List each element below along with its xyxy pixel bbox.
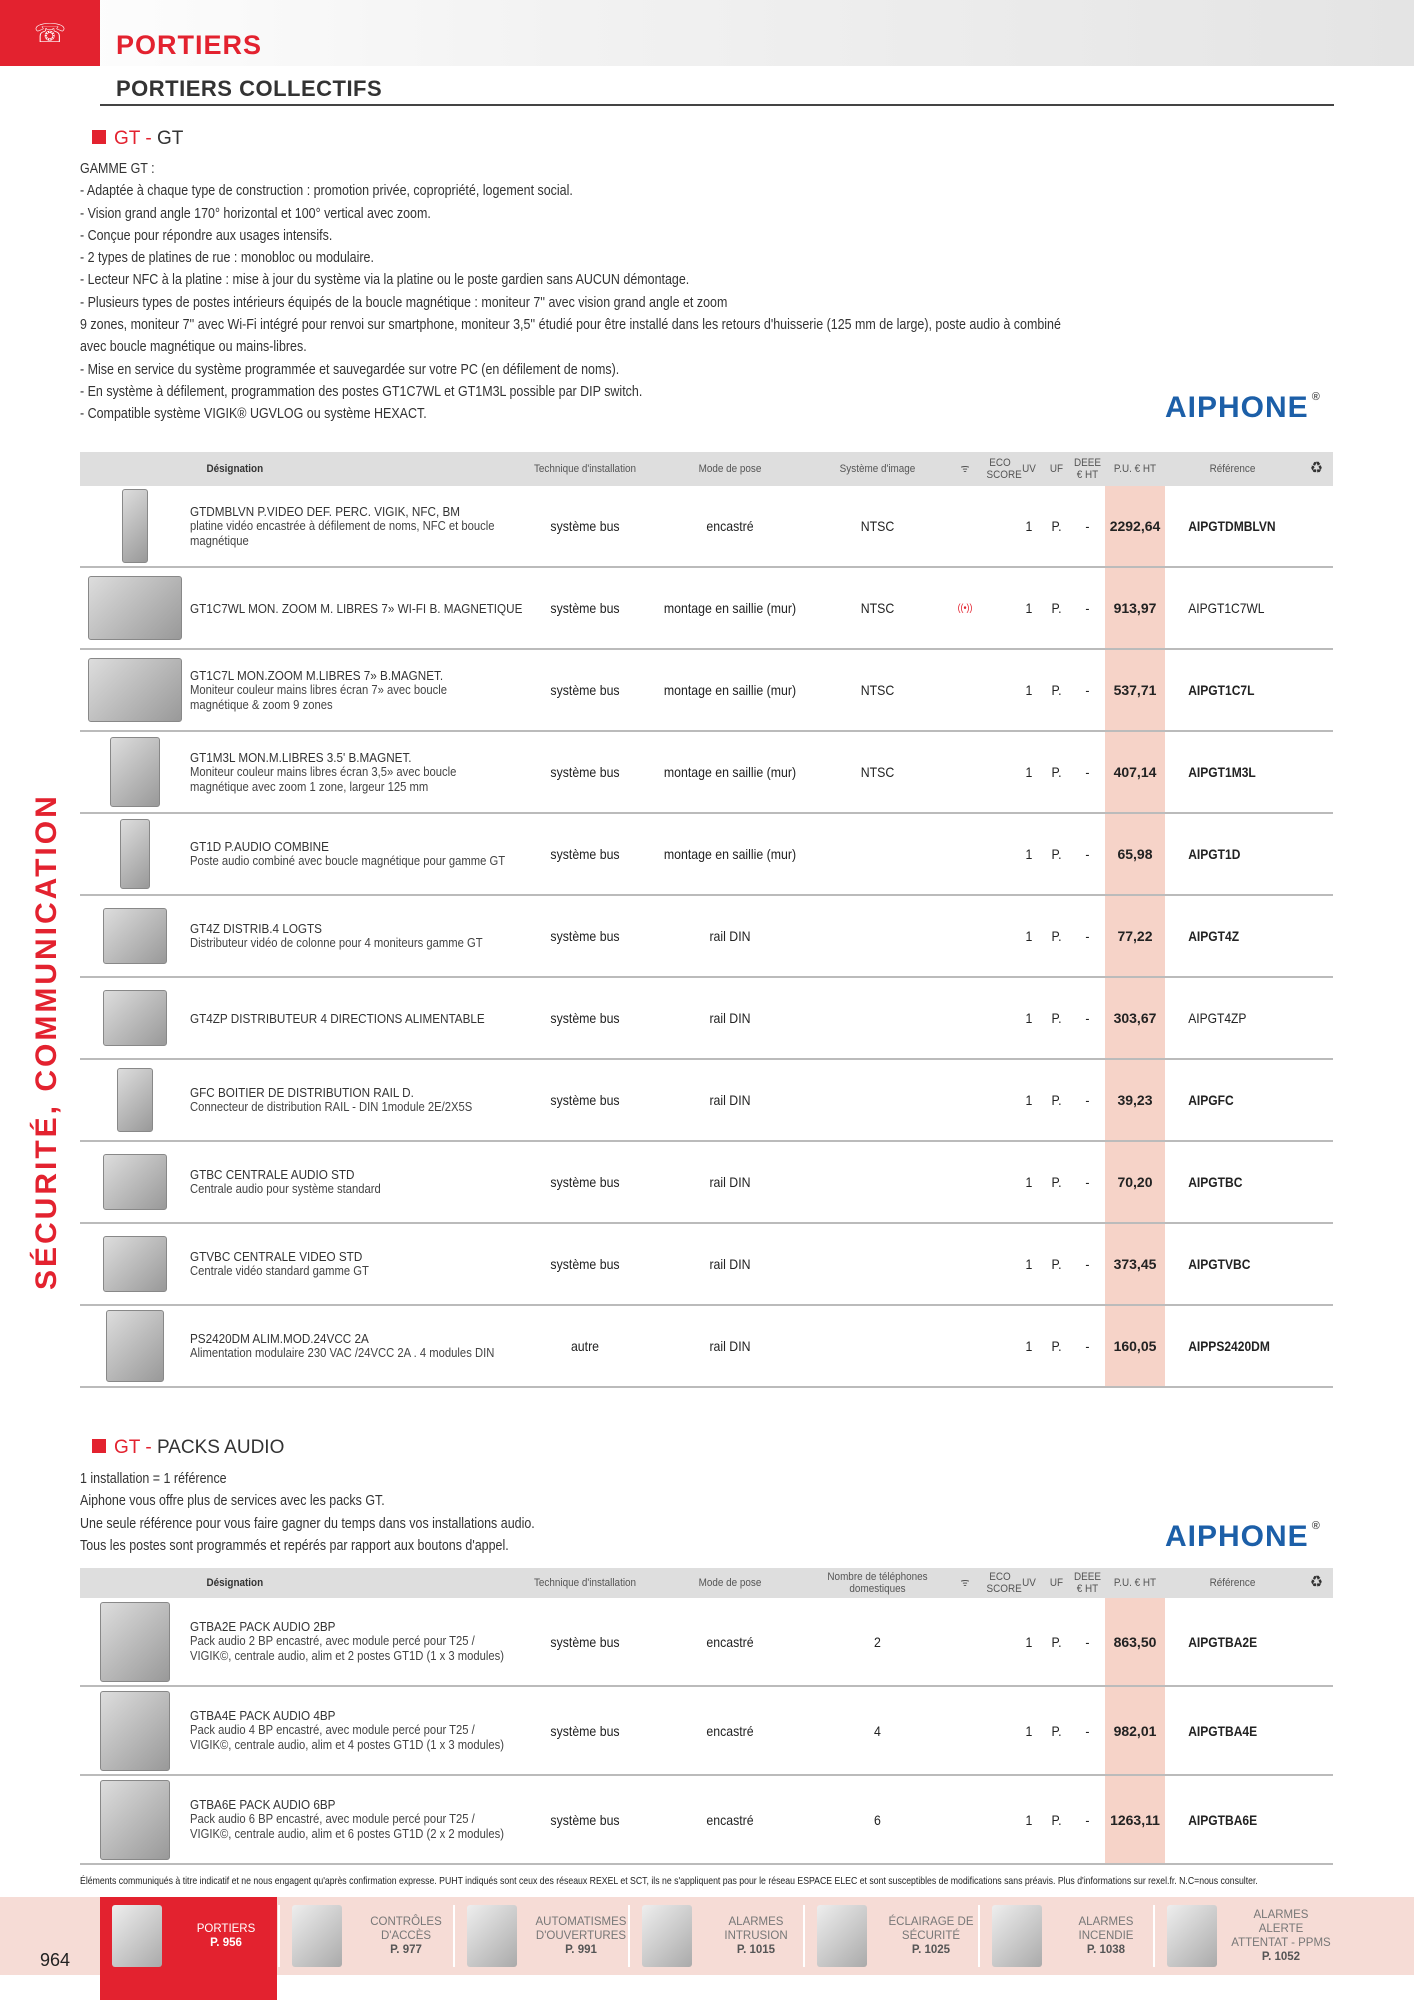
table-row [80, 896, 1333, 978]
uv-value: 1 [1025, 846, 1033, 862]
table-header [80, 1568, 1333, 1598]
section-heading-gt [92, 128, 183, 150]
deee-value: - [1085, 1722, 1090, 1739]
product-designation [190, 921, 487, 951]
product-name: GTBA4E PACK AUDIO 4BP [190, 1708, 336, 1723]
category-page: P. 1052 [1261, 1951, 1301, 1963]
uf-value: P. [1051, 1010, 1062, 1026]
category-page: P. 977 [390, 1944, 422, 1956]
product-name: GT1C7L MON.ZOOM M.LIBRES 7» B.MAGNET. [190, 667, 444, 683]
reference-code[interactable]: AIPGTDMBLVN [1188, 518, 1276, 534]
product-image [80, 908, 190, 964]
product-description: Pack audio 6 BP encastré, avec module percé pour T25 / VIGIK©, centrale audio, alim et 6 postes GT1D (2 x 2 modules) [190, 1812, 505, 1841]
uf-value: P. [1051, 1174, 1062, 1190]
deee-value: - [1085, 928, 1090, 944]
wifi-badge-icon: ((•)) [957, 602, 973, 614]
mounting-mode: montage en saillie (mur) [663, 682, 797, 698]
uf-value: P. [1051, 1256, 1062, 1272]
section-name: GT [156, 128, 184, 149]
footer-nav-label [531, 1915, 631, 1957]
mounting-mode: rail DIN [709, 1092, 751, 1108]
column-header: UV [1022, 463, 1036, 475]
category-label: ALARMES INTRUSION [724, 1916, 788, 1942]
description-line: - Adaptée à chaque type de construction : promotion privée, copropriété, logement social. [80, 183, 573, 200]
product-description: Moniteur couleur mains libres écran 7» avec boucle magnétique & zoom 9 zones [190, 682, 448, 712]
deee-value: - [1085, 1092, 1090, 1108]
product-description: Centrale vidéo standard gamme GT [190, 1264, 369, 1278]
deee-value: - [1085, 764, 1090, 780]
description-line: avec boucle magnétique ou mains-libres. [80, 339, 307, 356]
table-row [80, 1306, 1333, 1388]
section-sep: - [140, 128, 157, 149]
product-image [80, 1236, 190, 1292]
monitor-product-icon [88, 658, 182, 722]
uf-value: P. [1051, 846, 1062, 862]
product-description: platine vidéo encastrée à défilement de noms, NFC et boucle magnétique [190, 518, 495, 548]
section-prefix: GT [114, 128, 141, 149]
pack-product-icon [100, 1691, 170, 1771]
installation-technique: système bus [550, 1633, 620, 1650]
installation-technique: système bus [550, 764, 620, 780]
product-description: Pack audio 4 BP encastré, avec module percé pour T25 / VIGIK©, centrale audio, alim et 4 postes GT1D (1 x 3 modules) [190, 1723, 505, 1752]
product-description: Connecteur de distribution RAIL - DIN 1module 2E/2X5S [190, 1100, 473, 1114]
product-image [80, 737, 190, 807]
column-header: Technique d'installation [533, 463, 637, 475]
product-image [80, 1780, 190, 1860]
description-line: - Lecteur NFC à la platine : mise à jour du système via la platine ou le poste gardien sans AUCUN démontage. [80, 272, 690, 289]
unit-price: 303,67 [1105, 978, 1165, 1058]
description-line: GAMME GT : [80, 161, 155, 177]
category-label: PORTIERS [196, 1923, 256, 1935]
installation-technique: autre [570, 1338, 600, 1354]
mounting-mode: rail DIN [709, 1256, 751, 1272]
installation-technique: système bus [550, 682, 620, 698]
description-line: Tous les postes sont programmés et repérés par rapport aux boutons d'appel. [80, 1537, 509, 1554]
reference-code[interactable]: AIPGT1M3L [1188, 764, 1256, 780]
deee-value: - [1085, 1174, 1090, 1190]
column-header: P.U. € HT [1113, 463, 1157, 475]
product-designation [190, 839, 506, 869]
mounting-mode: rail DIN [709, 928, 751, 944]
uv-value: 1 [1025, 1174, 1033, 1190]
product-designation [190, 1085, 487, 1115]
product-designation [190, 1167, 487, 1197]
table-header [80, 452, 1333, 486]
product-designation [190, 1331, 495, 1361]
column-header: DEEE € HT [1074, 1571, 1101, 1595]
description-line: - Vision grand angle 170° horizontal et 100° vertical avec zoom. [80, 205, 431, 222]
uv-value: 1 [1025, 1256, 1033, 1272]
description-line: - Mise en service du système programmée et sauvegardée sur votre PC (en défilement de noms). [80, 361, 620, 378]
deee-value: - [1085, 1811, 1090, 1828]
deee-value: - [1085, 1338, 1090, 1354]
brand-mark: ® [1311, 391, 1321, 403]
section-prefix: GT [114, 1437, 141, 1458]
column-header: Système d'image [839, 463, 916, 475]
reference-code[interactable]: AIPGT4Z [1188, 928, 1240, 944]
footer-divider [628, 1905, 630, 1967]
deee-value: - [1085, 600, 1090, 616]
footer-nav-item[interactable] [817, 1897, 981, 1975]
small-product-icon [110, 737, 160, 807]
brand-name: AIPHONE [1165, 1520, 1309, 1553]
category-thumbnail-icon [992, 1905, 1042, 1967]
page-title: PORTIERS [116, 30, 263, 60]
product-description: Moniteur couleur mains libres écran 3,5» avec boucle magnétique avec zoom 1 zone, largeur 125 mm [190, 764, 457, 794]
footer-nav-label [1056, 1915, 1156, 1957]
description-line: - En système à défilement, programmation des postes GT1C7WL et GT1M3L possible par DIP switch. [80, 383, 643, 400]
product-image [80, 819, 190, 889]
product-description: Poste audio combiné avec boucle magnétique pour gamme GT [190, 854, 506, 868]
bullet-square-icon [92, 1439, 106, 1453]
reference-code[interactable]: AIPGTBA6E [1188, 1811, 1258, 1828]
installation-technique: système bus [550, 1092, 620, 1108]
uf-value: P. [1051, 600, 1062, 616]
footer-nav-item[interactable] [642, 1897, 806, 1975]
column-header: DEEE € HT [1074, 457, 1101, 481]
uv-value: 1 [1025, 764, 1033, 780]
uv-value: 1 [1025, 1633, 1033, 1650]
uv-value: 1 [1025, 682, 1033, 698]
unit-price: 39,23 [1105, 1060, 1165, 1140]
category-label: AUTOMATISMES D'OUVERTURES [535, 1916, 627, 1942]
installation-technique: système bus [550, 928, 620, 944]
mounting-mode: encastré [706, 1811, 754, 1828]
product-designation [190, 668, 487, 713]
unit-price: 65,98 [1105, 814, 1165, 894]
module-product-icon [103, 1236, 167, 1292]
reference-code[interactable]: AIPGFC [1188, 1092, 1234, 1108]
divider [100, 104, 1334, 106]
table-row [80, 1224, 1333, 1306]
category-label: ÉCLAIRAGE DE SÉCURITÉ [888, 1916, 974, 1942]
monitor-product-icon [88, 576, 182, 640]
footer-nav-item[interactable] [292, 1897, 456, 1975]
section-name: PACKS AUDIO [156, 1437, 285, 1458]
uf-value: P. [1051, 1338, 1062, 1354]
brand-name: AIPHONE [1165, 391, 1309, 424]
column-header: UF [1049, 463, 1064, 475]
installation-technique: système bus [550, 1811, 620, 1828]
column-header: Technique d'installation [533, 1577, 637, 1589]
product-image [80, 489, 190, 563]
image-system: 6 [874, 1811, 881, 1828]
reference-code[interactable]: AIPPS2420DM [1188, 1338, 1270, 1354]
footer-divider [453, 1905, 455, 1967]
installation-technique: système bus [550, 1174, 620, 1190]
footer-divider [978, 1905, 980, 1967]
column-header: ECO SCORE [986, 457, 1022, 481]
module-product-icon [103, 1154, 167, 1210]
product-image [80, 990, 190, 1046]
table-row [80, 1060, 1333, 1142]
aiphone-logo [1165, 391, 1321, 425]
product-image [80, 1691, 190, 1771]
unit-price: 70,20 [1105, 1142, 1165, 1222]
deee-value: - [1085, 846, 1090, 862]
category-label: CONTRÔLES D'ACCÈS [370, 1916, 442, 1942]
phone-product-icon [120, 819, 150, 889]
category-page: P. 991 [565, 1944, 597, 1956]
uf-value: P. [1051, 928, 1062, 944]
product-name: PS2420DM ALIM.MOD.24VCC 2A [190, 1331, 369, 1346]
product-image [80, 576, 190, 640]
product-designation [190, 600, 523, 616]
product-name: GTBA2E PACK AUDIO 2BP [190, 1619, 336, 1634]
column-header: Nombre de téléphones domestiques [827, 1571, 928, 1595]
uf-value: P. [1051, 1092, 1062, 1108]
footer-nav-label [176, 1922, 276, 1950]
column-header: Désignation [206, 1577, 264, 1589]
product-table-packs [80, 1568, 1333, 1865]
mounting-mode: encastré [706, 518, 754, 534]
uv-value: 1 [1025, 1722, 1033, 1739]
section-description [80, 1468, 535, 1557]
image-system: NTSC [860, 682, 895, 698]
image-system: NTSC [860, 764, 895, 780]
deee-value: - [1085, 1010, 1090, 1026]
product-description: Centrale audio pour système standard [190, 1182, 381, 1196]
reference-code[interactable]: AIPGTVBC [1188, 1256, 1251, 1272]
page-number: 964 [40, 1950, 71, 1970]
table-row [80, 978, 1333, 1060]
unit-price: 2292,64 [1105, 486, 1165, 566]
mounting-mode: montage en saillie (mur) [663, 846, 797, 862]
section-heading-packs [92, 1437, 284, 1459]
product-name: GT1D P.AUDIO COMBINE [190, 839, 329, 854]
unit-price: 160,05 [1105, 1306, 1165, 1386]
mounting-mode: rail DIN [709, 1010, 751, 1026]
mounting-mode: rail DIN [709, 1338, 751, 1354]
installation-technique: système bus [550, 518, 620, 534]
product-designation [190, 1619, 505, 1664]
mounting-mode: encastré [706, 1722, 754, 1739]
column-header: UV [1022, 1577, 1036, 1589]
unit-price: 407,14 [1105, 732, 1165, 812]
page-subtitle: PORTIERS COLLECTIFS [116, 76, 383, 101]
footer-divider [803, 1905, 805, 1967]
uf-value: P. [1051, 1722, 1062, 1739]
category-thumbnail-icon [467, 1905, 517, 1967]
uf-value: P. [1051, 682, 1062, 698]
wifi-icon: ᯤ [960, 1577, 970, 1589]
column-header: P.U. € HT [1113, 1577, 1157, 1589]
reference-code[interactable]: AIPGT4ZP [1188, 1010, 1247, 1026]
installation-technique: système bus [550, 846, 620, 862]
product-name: GFC BOITIER DE DISTRIBUTION RAIL D. [190, 1085, 414, 1100]
product-name: GTBA6E PACK AUDIO 6BP [190, 1797, 336, 1812]
table-row [80, 1687, 1333, 1776]
product-image [80, 658, 190, 722]
product-designation [190, 1011, 487, 1026]
reference-code[interactable]: AIPGTBC [1188, 1174, 1243, 1190]
side-category-label: SÉCURITÉ, COMMUNICATION [30, 793, 63, 1290]
product-description: Alimentation modulaire 230 VAC /24VCC 2A . 4 modules DIN [190, 1346, 495, 1360]
installation-technique: système bus [550, 1722, 620, 1739]
column-header: ECO SCORE [986, 1571, 1022, 1595]
table-row [80, 650, 1333, 732]
reference-code[interactable]: AIPGT1C7WL [1188, 600, 1265, 616]
footer-nav-label [356, 1915, 456, 1957]
uf-value: P. [1051, 1633, 1062, 1650]
reference-code[interactable]: AIPGTBA4E [1188, 1722, 1258, 1739]
description-line: - 2 types de platines de rue : monobloc ou modulaire. [80, 250, 374, 267]
product-designation [190, 1249, 487, 1279]
product-image [80, 1068, 190, 1132]
unit-price: 537,71 [1105, 650, 1165, 730]
category-label: ALARMES ALERTE ATTENTAT - PPMS [1231, 1909, 1331, 1949]
product-designation [190, 1797, 505, 1842]
description-line: - Conçue pour répondre aux usages intensifs. [80, 227, 333, 244]
section-description [80, 158, 1061, 426]
product-name: GTDMBLVN P.VIDEO DEF. PERC. VIGIK, NFC, BM [190, 503, 461, 519]
bullet-square-icon [92, 130, 106, 144]
column-header: Désignation [206, 463, 264, 475]
table-row [80, 732, 1333, 814]
product-description: Distributeur vidéo de colonne pour 4 moniteurs gamme GT [190, 936, 483, 950]
product-name: GT1C7WL MON. ZOOM M. LIBRES 7» WI-FI B. MAGNETIQUE [190, 600, 523, 616]
footer-nav-label [1231, 1908, 1331, 1964]
reference-code[interactable]: AIPGTBA2E [1188, 1633, 1258, 1650]
category-page: P. 1038 [1086, 1944, 1126, 1956]
pack-product-icon [100, 1602, 170, 1682]
product-image [80, 1310, 190, 1382]
category-page: P. 1015 [736, 1944, 776, 1956]
product-name: GTVBC CENTRALE VIDEO STD [190, 1249, 363, 1264]
footer-divider [278, 1905, 280, 1967]
column-header: Référence [1209, 1577, 1256, 1589]
table-row [80, 486, 1333, 568]
deee-value: - [1085, 1256, 1090, 1272]
footer-nav-item[interactable] [112, 1897, 276, 1975]
footnote: Éléments communiqués à titre indicatif et ne nous engagent qu'après confirmation expresse. PUHT indiqués sont ceux des réseaux REXEL et SCT, ils ne s'appliquent pas pour le réseau ESPACE ELEC et sont susceptibles de modifications sans préavis. Plus d'informations sur rexel.fr. N.C=nous consulter. [80, 1875, 1258, 1887]
product-designation [190, 1708, 505, 1753]
pack-product-icon [100, 1780, 170, 1860]
table-row [80, 1776, 1333, 1865]
image-system: 2 [874, 1633, 881, 1650]
deee-value: - [1085, 682, 1090, 698]
uf-value: P. [1051, 518, 1062, 534]
table-row [80, 1142, 1333, 1224]
product-image [80, 1602, 190, 1682]
mounting-mode: encastré [706, 1633, 754, 1650]
installation-technique: système bus [550, 1256, 620, 1272]
image-system: NTSC [860, 518, 895, 534]
category-thumbnail-icon [112, 1905, 162, 1967]
mounting-mode: rail DIN [709, 1174, 751, 1190]
uv-value: 1 [1025, 518, 1033, 534]
table-row [80, 814, 1333, 896]
uf-value: P. [1051, 1811, 1062, 1828]
uf-value: P. [1051, 764, 1062, 780]
unit-price: 373,45 [1105, 1224, 1165, 1304]
section-sep: - [140, 1437, 157, 1458]
category-thumbnail-icon [642, 1905, 692, 1967]
deee-value: - [1085, 518, 1090, 534]
unit-price: 1263,11 [1105, 1776, 1165, 1863]
uv-value: 1 [1025, 1010, 1033, 1026]
aiphone-logo [1165, 1520, 1321, 1554]
product-table-gt [80, 452, 1333, 1388]
uv-value: 1 [1025, 928, 1033, 944]
panel-product-icon [122, 489, 148, 563]
module-product-icon [103, 908, 167, 964]
footer-nav-item[interactable] [992, 1897, 1156, 1975]
description-line: 9 zones, moniteur 7'' avec Wi-Fi intégré pour renvoi sur smartphone, moniteur 3,5'' étudié pour être installé dans les retours d'huisserie (125 mm de large), poste audio à combiné [80, 317, 1061, 334]
product-name: GT4ZP DISTRIBUTEUR 4 DIRECTIONS ALIMENTABLE [190, 1010, 485, 1026]
description-line: - Compatible système VIGIK® UGVLOG ou système HEXACT. [80, 406, 427, 423]
unit-price: 863,50 [1105, 1598, 1165, 1685]
product-name: GTBC CENTRALE AUDIO STD [190, 1167, 355, 1182]
uv-value: 1 [1025, 1092, 1033, 1108]
reference-code[interactable]: AIPGT1D [1188, 846, 1241, 862]
column-header: Mode de pose [698, 1577, 762, 1589]
footer-nav-label [706, 1915, 806, 1957]
description-line: Aiphone vous offre plus de services avec les packs GT. [80, 1493, 385, 1510]
description-line: - Plusieurs types de postes intérieurs équipés de la boucle magnétique : moniteur 7'' avec vision grand angle et zoom [80, 294, 728, 311]
uv-value: 1 [1025, 1811, 1033, 1828]
mounting-mode: montage en saillie (mur) [663, 600, 797, 616]
unit-price: 913,97 [1105, 568, 1165, 648]
wifi-icon: ᯤ [960, 463, 970, 475]
description-line: Une seule référence pour vous faire gagner du temps dans vos installations audio. [80, 1515, 535, 1532]
product-description: Pack audio 2 BP encastré, avec module percé pour T25 / VIGIK©, centrale audio, alim et 2 postes GT1D (1 x 3 modules) [190, 1634, 505, 1663]
category-page: P. 956 [210, 1937, 242, 1949]
uv-value: 1 [1025, 600, 1033, 616]
psu-product-icon [106, 1310, 164, 1382]
category-thumbnail-icon [1167, 1905, 1217, 1967]
reference-code[interactable]: AIPGT1C7L [1188, 682, 1255, 698]
column-header: Référence [1209, 463, 1256, 475]
product-designation [190, 750, 487, 795]
category-label: ALARMES INCENDIE [1078, 1916, 1134, 1942]
product-designation [190, 503, 495, 549]
installation-technique: système bus [550, 1010, 620, 1026]
product-name: GT1M3L MON.M.LIBRES 3.5' B.MAGNET. [190, 749, 412, 765]
image-system: 4 [874, 1722, 881, 1739]
image-system: NTSC [860, 600, 895, 616]
module-product-icon [103, 990, 167, 1046]
installation-technique: système bus [550, 600, 620, 616]
product-name: GT4Z DISTRIB.4 LOGTS [190, 921, 322, 936]
doorbell-category-icon: ☏ [0, 0, 100, 66]
column-header: UF [1049, 1577, 1064, 1589]
footer-nav-item[interactable] [1167, 1897, 1331, 1975]
description-line: 1 installation = 1 référence [80, 1471, 227, 1487]
unit-price: 77,22 [1105, 896, 1165, 976]
deee-value: - [1085, 1633, 1090, 1650]
footer-nav-label [881, 1915, 981, 1957]
table-row [80, 568, 1333, 650]
product-image [80, 1154, 190, 1210]
brand-mark: ® [1311, 1520, 1321, 1532]
table-row [80, 1598, 1333, 1687]
uv-value: 1 [1025, 1338, 1033, 1354]
din-product-icon [117, 1068, 153, 1132]
footer-divider [1153, 1905, 1155, 1967]
unit-price: 982,01 [1105, 1687, 1165, 1774]
column-header: Mode de pose [698, 463, 762, 475]
recycle-icon: ♻ [1310, 460, 1323, 477]
category-thumbnail-icon [817, 1905, 867, 1967]
mounting-mode: montage en saillie (mur) [663, 764, 797, 780]
recycle-icon: ♻ [1310, 1574, 1323, 1591]
category-page: P. 1025 [911, 1944, 951, 1956]
footer-nav-item[interactable] [467, 1897, 631, 1975]
category-thumbnail-icon [292, 1905, 342, 1967]
